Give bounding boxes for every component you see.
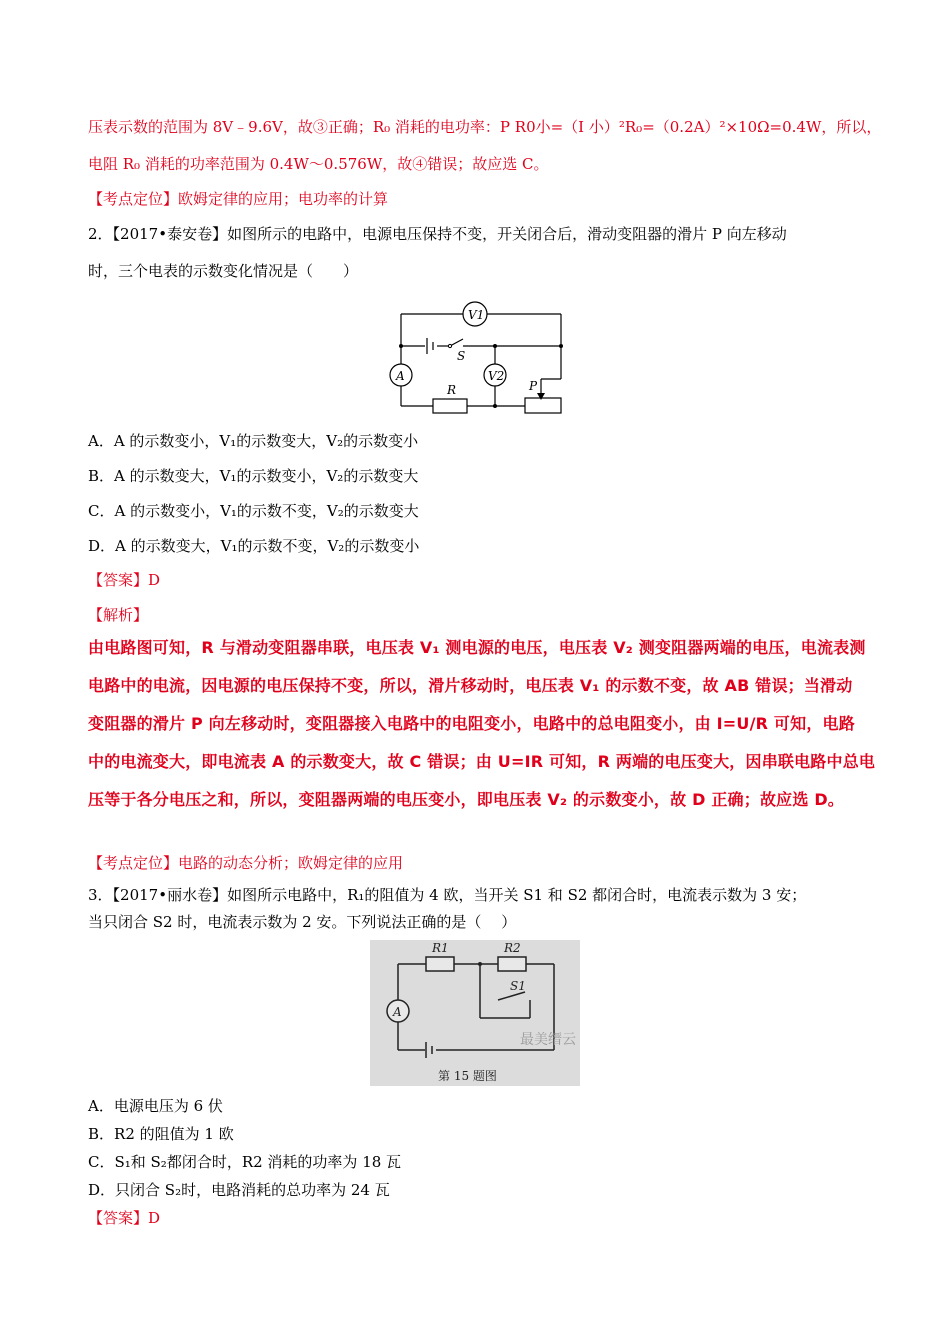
intro-line-1: 压表示数的范围为 8V﹣9.6V，故③正确；R₀ 消耗的电功率：P R0小=（I 小）²R₀=（0.2A）²×10Ω=0.4W，所以， — [88, 118, 882, 136]
q2-circuit-figure — [385, 294, 570, 419]
q3-option-a: A．电源电压为 6 伏 — [88, 1097, 223, 1115]
q3-ammeter-label: A — [393, 1005, 402, 1019]
q2-option-d: D．A 的示数变大，V₁的示数不变，V₂的示数变小 — [88, 537, 420, 555]
q3-stem-1: 3．【2017•丽水卷】如图所示电路中，R₁的阻值为 4 欧，当开关 S1 和 S2 都闭合时，电流表示数为 3 安； — [88, 886, 807, 904]
s1-label: S1 — [510, 979, 526, 993]
q2-stem-2: 时，三个电表的示数变化情况是（ ） — [88, 262, 359, 280]
q2-analysis-line-4: 中的电流变大，即电流表 A 的示数变大，故 C 错误；由 U=IR 可知，R 两端的电压变大，因串联电路中总电 — [88, 752, 876, 771]
resistor-label: R — [447, 383, 457, 397]
q2-option-b: B．A 的示数变大，V₁的示数变小，V₂的示数变大 — [88, 467, 419, 485]
q2-option-c: C．A 的示数变小，V₁的示数不变，V₂的示数变大 — [88, 502, 419, 520]
q2-option-a: A．A 的示数变小，V₁的示数变大，V₂的示数变小 — [88, 432, 419, 450]
figure-watermark: 最美缙云 — [520, 1032, 576, 1048]
slider-label: P — [529, 379, 538, 393]
kaodian-2: 【考点定位】电路的动态分析；欧姆定律的应用 — [88, 854, 404, 872]
q3-answer: 【答案】D — [88, 1209, 161, 1227]
q3-option-b: B．R2 的阻值为 1 欧 — [88, 1125, 234, 1143]
figure-caption: 第 15 题图 — [438, 1069, 497, 1083]
q2-analysis-title: 【解析】 — [88, 606, 149, 624]
v2-label: V2 — [488, 369, 505, 383]
v1-label: V1 — [468, 308, 485, 322]
ammeter-label: A — [396, 369, 405, 383]
q3-circuit-figure — [370, 940, 580, 1086]
q2-answer: 【答案】D — [88, 571, 161, 589]
q2-stem-1: 2．【2017•泰安卷】如图所示的电路中，电源电压保持不变，开关闭合后，滑动变阻器的滑片 P 向左移动 — [88, 225, 787, 243]
q3-option-d: D．只闭合 S₂时，电路消耗的总功率为 24 瓦 — [88, 1181, 390, 1199]
r2-label: R2 — [504, 941, 521, 955]
q2-analysis-line-3: 变阻器的滑片 P 向左移动时，变阻器接入电路中的电阻变小，电路中的总电阻变小，由 I=U/R 可知，电路 — [88, 714, 855, 733]
switch-label: S — [457, 349, 466, 363]
q2-analysis-line-5: 压等于各分电压之和，所以，变阻器两端的电压变小，即电压表 V₂ 的示数变小，故 D 正确；故应选 D。 — [88, 790, 845, 809]
kaodian-1: 【考点定位】欧姆定律的应用；电功率的计算 — [88, 190, 389, 208]
q3-option-c: C．S₁和 S₂都闭合时，R2 消耗的功率为 18 瓦 — [88, 1153, 402, 1171]
r1-label: R1 — [432, 941, 449, 955]
q2-analysis-line-1: 由电路图可知，R 与滑动变阻器串联，电压表 V₁ 测电源的电压，电压表 V₂ 测变阻器两端的电压，电流表测 — [88, 638, 866, 657]
q2-analysis-line-2: 电路中的电流，因电源的电压保持不变，所以，滑片移动时，电压表 V₁ 的示数不变，故 AB 错误；当滑动 — [88, 676, 853, 695]
q3-stem-2: 当只闭合 S2 时，电流表示数为 2 安。下列说法正确的是（ ） — [88, 913, 517, 931]
intro-line-2: 电阻 R₀ 消耗的功率范围为 0.4W～0.576W，故④错误；故应选 C。 — [88, 155, 549, 173]
